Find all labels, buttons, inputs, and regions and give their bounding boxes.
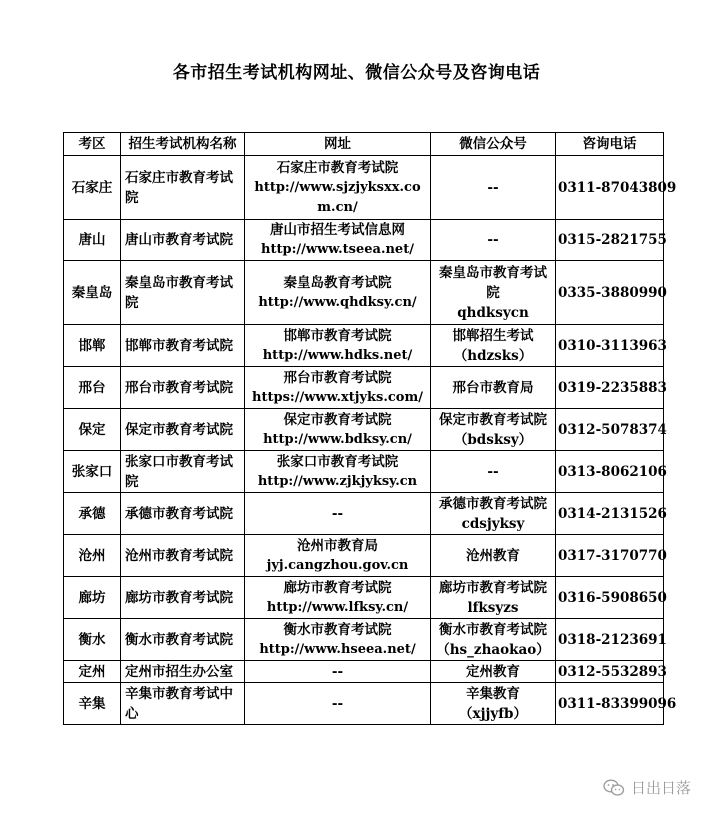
cell-wechat [431, 619, 556, 661]
watermark-text: 日出日落 [630, 779, 691, 797]
website-url[interactable]: http://www.bdksy.cn/ [263, 431, 412, 447]
wechat-name: 定州教育 [466, 663, 520, 680]
wechat-name: 邯郸招生考试 [452, 327, 534, 344]
table-row [64, 220, 664, 261]
cell-phone: 0315-2821755 [556, 220, 664, 261]
website-name: 唐山市招生考试信息网 [270, 222, 405, 238]
website-name: 保定市教育考试院 [283, 411, 392, 428]
cell-region: 唐山 [64, 220, 121, 261]
website-name: 石家庄市教育考试院 [276, 159, 399, 176]
wechat-name: 辛集教育 [466, 685, 520, 702]
cell-phone: 0311-83399096 [556, 683, 664, 725]
header-region: 考区 [64, 133, 121, 156]
cell-org: 定州市招生办公室 [121, 661, 245, 683]
header-org: 招生考试机构名称 [121, 133, 245, 156]
cell-org: 唐山市教育考试院 [121, 220, 245, 261]
wechat-id: （hdzsks） [453, 347, 533, 364]
cell-phone: 0312-5078374 [556, 409, 664, 451]
cell-website [245, 535, 431, 577]
cell-region: 石家庄 [64, 156, 121, 220]
cell-website [245, 367, 431, 409]
cell-wechat [431, 220, 556, 261]
wechat-id: cdsjyksy [461, 515, 525, 532]
wechat-icon [603, 779, 625, 797]
header-website: 网址 [245, 133, 431, 156]
cell-phone: 0316-5908650 [556, 577, 664, 619]
website-name: -- [331, 695, 344, 712]
cell-website [245, 451, 431, 493]
cell-org: 张家口市教育考试院 [121, 451, 245, 493]
wechat-name: 保定市教育考试院 [439, 411, 547, 428]
cell-region: 张家口 [64, 451, 121, 493]
cell-phone: 0314-2131526 [556, 493, 664, 535]
cell-website [245, 683, 431, 725]
cell-org: 邢台市教育考试院 [121, 367, 245, 409]
wechat-id: （bdsksy） [453, 431, 533, 448]
header-phone: 咨询电话 [556, 133, 664, 156]
cell-org: 邯郸市教育考试院 [121, 325, 245, 367]
cell-wechat [431, 577, 556, 619]
contact-table [63, 132, 677, 725]
cell-region: 邯郸 [64, 325, 121, 367]
website-url[interactable]: https://www.xtjyks.com/ [252, 389, 423, 405]
cell-org: 秦皇岛市教育考试院 [121, 261, 245, 325]
website-name: -- [331, 505, 344, 522]
table-body [64, 156, 677, 725]
cell-wechat [431, 535, 556, 577]
cell-region: 衡水 [64, 619, 121, 661]
website-name: -- [331, 663, 344, 680]
cell-phone: 0310-3113963 [556, 325, 664, 367]
table-row [64, 451, 664, 493]
website-url[interactable]: http://www.hseea.net/ [259, 641, 416, 657]
table-row [64, 325, 664, 367]
table-row [64, 409, 664, 451]
website-url[interactable]: jyj.cangzhou.gov.cn [266, 557, 409, 573]
website-name: 张家口市教育考试院 [276, 453, 399, 470]
cell-wechat [431, 409, 556, 451]
cell-website [245, 325, 431, 367]
watermark [603, 777, 691, 798]
cell-website [245, 577, 431, 619]
cell-phone: 0317-3170770 [556, 535, 664, 577]
cell-region: 保定 [64, 409, 121, 451]
table-row [64, 367, 664, 409]
website-url[interactable]: http://www.tseea.net/ [261, 242, 414, 257]
table-row [64, 156, 664, 220]
document-title: 各市招生考试机构网址、微信公众号及咨询电话 [172, 63, 541, 83]
cell-wechat [431, 683, 556, 725]
table-row [64, 661, 664, 683]
cell-website [245, 261, 431, 325]
wechat-name: -- [487, 179, 499, 196]
cell-org: 承德市教育考试院 [121, 493, 245, 535]
website-name: 秦皇岛教育考试院 [283, 274, 392, 291]
table-header-row [64, 133, 664, 156]
header-wechat: 微信公众号 [431, 133, 556, 156]
cell-phone: 0311-87043809 [556, 156, 664, 220]
website-url[interactable]: http://www.zjkjyksy.cn [257, 473, 418, 489]
table-row [64, 577, 664, 619]
website-name: 衡水市教育考试院 [283, 621, 392, 638]
wechat-name: 衡水市教育考试院 [439, 621, 547, 638]
cell-region: 沧州 [64, 535, 121, 577]
wechat-id: qhdksycn [457, 304, 529, 321]
cell-phone: 0313-8062106 [556, 451, 664, 493]
wechat-id: lfksyzs [467, 599, 519, 616]
wechat-name: 邢台市教育局 [452, 379, 534, 396]
cell-website [245, 493, 431, 535]
wechat-name: 承德市教育考试院 [439, 495, 547, 512]
cell-org: 保定市教育考试院 [121, 409, 245, 451]
website-name: 邢台市教育考试院 [283, 369, 392, 386]
table-row [64, 619, 664, 661]
cell-org: 沧州市教育考试院 [121, 535, 245, 577]
website-url[interactable]: http://www.lfksy.cn/ [266, 599, 409, 615]
table-row [64, 535, 664, 577]
cell-website [245, 409, 431, 451]
website-name: 邯郸市教育考试院 [283, 327, 392, 344]
cell-wechat [431, 451, 556, 493]
wechat-id: （hs_zhaokao） [436, 641, 550, 658]
cell-org: 辛集市教育考试中心 [121, 683, 245, 725]
cell-phone: 0319-2235883 [556, 367, 664, 409]
wechat-name: -- [487, 232, 499, 248]
cell-wechat [431, 493, 556, 535]
cell-org: 石家庄市教育考试院 [121, 156, 245, 220]
cell-wechat [431, 261, 556, 325]
cell-phone: 0335-3880990 [556, 261, 664, 325]
website-url[interactable]: http://www.hdks.net/ [262, 347, 413, 363]
cell-org: 廊坊市教育考试院 [121, 577, 245, 619]
cell-region: 辛集 [64, 683, 121, 725]
table-row [64, 261, 664, 325]
cell-website [245, 156, 431, 220]
cell-phone: 0318-2123691 [556, 619, 664, 661]
table-row [64, 493, 664, 535]
cell-wechat [431, 661, 556, 683]
cell-region: 廊坊 [64, 577, 121, 619]
cell-region: 秦皇岛 [64, 261, 121, 325]
cell-wechat [431, 367, 556, 409]
cell-wechat [431, 325, 556, 367]
cell-wechat [431, 156, 556, 220]
cell-phone: 0312-5532893 [556, 661, 664, 683]
website-url[interactable]: http://www.sjzjyksxx.com.cn/ [254, 179, 421, 215]
cell-website [245, 661, 431, 683]
cell-website [245, 220, 431, 261]
cell-region: 定州 [64, 661, 121, 683]
cell-region: 承德 [64, 493, 121, 535]
wechat-id: （xjjyfb） [459, 705, 527, 722]
website-name: 廊坊市教育考试院 [283, 579, 392, 596]
website-url[interactable]: http://www.qhdksy.cn/ [258, 294, 417, 310]
cell-region: 邢台 [64, 367, 121, 409]
cell-org: 衡水市教育考试院 [121, 619, 245, 661]
table-row [64, 683, 664, 725]
wechat-name: 沧州教育 [466, 547, 520, 564]
wechat-name: 秦皇岛市教育考试院 [439, 264, 547, 301]
wechat-name: -- [487, 463, 499, 480]
wechat-name: 廊坊市教育考试院 [439, 579, 547, 596]
cell-website [245, 619, 431, 661]
website-name: 沧州市教育局 [297, 537, 378, 554]
